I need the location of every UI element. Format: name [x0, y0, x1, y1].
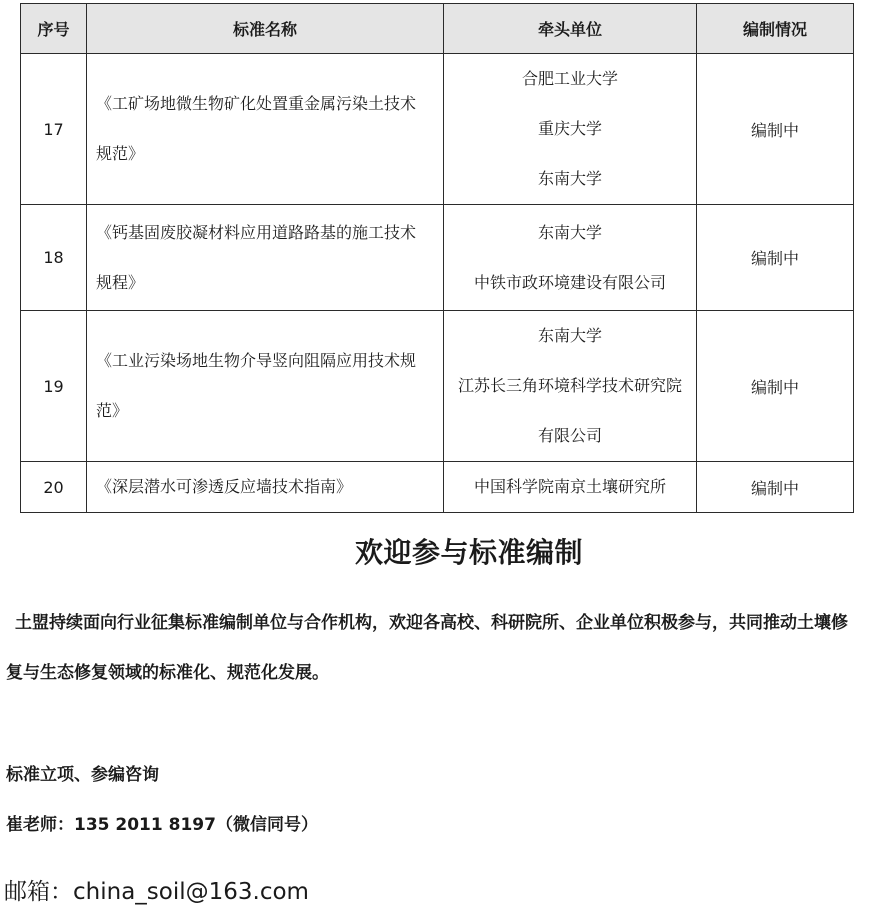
row-standard-name — [87, 205, 444, 311]
table-row — [21, 205, 854, 311]
header-no: 序号 — [21, 4, 87, 54]
row-lead-units — [444, 54, 697, 205]
row-lead-units — [444, 311, 697, 462]
row-standard-name — [87, 54, 444, 205]
lead-unit: 重庆大学 — [537, 119, 602, 138]
table-row — [21, 462, 854, 513]
name-line: 《钙基固废胶凝材料应用道路路基的施工技术 — [96, 222, 417, 242]
row-no: 18 — [21, 205, 87, 311]
lead-unit: 东南大学 — [537, 169, 602, 188]
name-line: 《深层潜水可渗透反应墙技术指南》 — [96, 477, 353, 496]
name-line: 范》 — [96, 401, 129, 420]
table-header-row — [21, 4, 854, 54]
lead-unit: 中铁市政环境建设有限公司 — [473, 272, 666, 292]
header-status: 编制情况 — [697, 4, 854, 54]
header-unit: 牵头单位 — [444, 4, 697, 54]
row-no: 20 — [21, 462, 87, 513]
lead-unit: 合肥工业大学 — [521, 69, 618, 88]
row-status: 编制中 — [697, 54, 854, 205]
name-line: 《工矿场地微生物矿化处置重金属污染土技术 — [96, 94, 417, 113]
contact-email: 邮箱：china_soil@163.com — [4, 879, 309, 905]
lead-unit: 有限公司 — [537, 426, 602, 445]
row-standard-name — [87, 462, 444, 513]
row-no: 17 — [21, 54, 87, 205]
row-status: 编制中 — [697, 311, 854, 462]
table-row — [21, 54, 854, 205]
row-status: 编制中 — [697, 205, 854, 311]
row-standard-name — [87, 311, 444, 462]
row-lead-units — [444, 462, 697, 513]
row-lead-units — [444, 205, 697, 311]
invite-paragraph: 土盟持续面向行业征集标准编制单位与合作机构，欢迎各高校、科研院所、企业单位积极参与，共同推动土壤修复与生态修复领域的标准化、规范化发展。 — [6, 613, 848, 683]
consult-line: 标准立项、参编咨询 — [6, 765, 159, 785]
invite-heading: 欢迎参与标准编制 — [354, 536, 583, 569]
name-line: 规程》 — [96, 272, 145, 292]
lead-unit: 东南大学 — [537, 222, 602, 242]
row-no: 19 — [21, 311, 87, 462]
lead-unit: 中国科学院南京土壤研究所 — [473, 477, 666, 496]
standards-table — [20, 3, 854, 513]
table-row — [21, 311, 854, 462]
header-name: 标准名称 — [87, 4, 444, 54]
contact-teacher: 崔老师：135 2011 8197（微信同号） — [6, 815, 318, 835]
name-line: 规范》 — [96, 144, 145, 163]
row-status: 编制中 — [697, 462, 854, 513]
lead-unit: 东南大学 — [537, 326, 602, 345]
lead-unit: 江苏长三角环境科学技术研究院 — [457, 376, 682, 395]
name-line: 《工业污染场地生物介导竖向阻隔应用技术规 — [96, 351, 417, 370]
